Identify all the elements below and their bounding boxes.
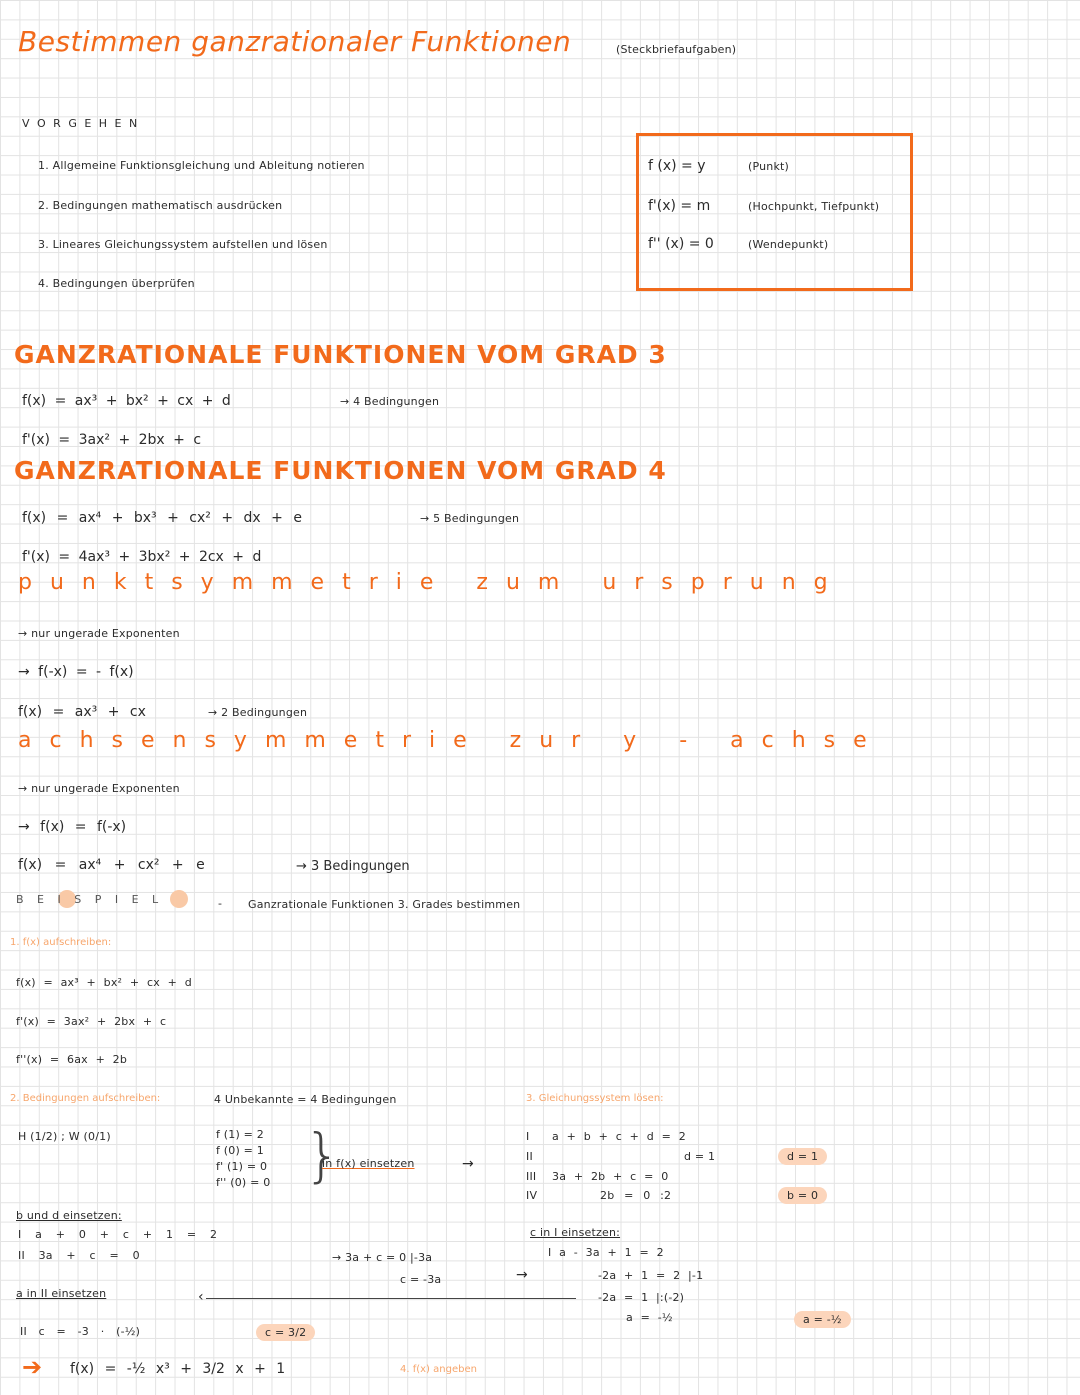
system-row-3-num: III bbox=[526, 1170, 537, 1183]
heading-grad-4: GANZRATIONALE FUNKTIONEN VOM GRAD 4 bbox=[14, 456, 667, 485]
a-title: a in II einsetzen bbox=[16, 1287, 107, 1300]
condition-2: f (0) = 1 bbox=[216, 1144, 264, 1157]
grad3-fprime: f'(x) = 3ax² + 2bx + c bbox=[22, 432, 202, 448]
heading-achsensymmetrie: achsensymmetrie zur y - achse bbox=[18, 728, 885, 753]
system-row-2-eq: d = 1 bbox=[684, 1150, 716, 1163]
system-row-4-num: IV bbox=[526, 1189, 538, 1202]
step-3-title: 3. Gleichungssystem lösen: bbox=[526, 1093, 664, 1104]
arrow-to-c: → bbox=[516, 1267, 528, 1283]
back-arrow-line bbox=[206, 1298, 576, 1299]
achsensym-line-2: → f(x) = f(-x) bbox=[18, 819, 127, 835]
box-eq-2: f'(x) = m bbox=[648, 198, 711, 214]
result-b-badge: b = 0 bbox=[778, 1187, 827, 1204]
achsensym-line-1: → nur ungerade Exponenten bbox=[18, 782, 180, 795]
page-subtitle: (Steckbriefaufgaben) bbox=[616, 43, 737, 56]
insert-in-f: in f(x) einsetzen bbox=[322, 1157, 415, 1170]
grad3-f: f(x) = ax³ + bx² + cx + d bbox=[22, 393, 231, 409]
final-arrow-icon: ➔ bbox=[22, 1353, 43, 1381]
brace-right: } bbox=[304, 1121, 341, 1189]
final-note: 4. f(x) angeben bbox=[400, 1364, 477, 1375]
punktsym-conditions: → 2 Bedingungen bbox=[208, 706, 308, 719]
bd-title: b und d einsetzen: bbox=[16, 1209, 122, 1222]
beispiel-f2: f''(x) = 6ax + 2b bbox=[16, 1053, 128, 1066]
result-d-badge: d = 1 bbox=[778, 1148, 827, 1165]
system-row-4-eq: 2b = 0 :2 bbox=[600, 1189, 672, 1202]
box-eq-1: f (x) = y bbox=[648, 158, 706, 174]
beispiel-dot-icon bbox=[170, 890, 188, 908]
grad4-conditions: → 5 Bedingungen bbox=[420, 512, 520, 525]
final-function: f(x) = -½ x³ + 3/2 x + 1 bbox=[70, 1361, 286, 1377]
step-2-title: 2. Bedingungen aufschreiben: bbox=[10, 1093, 161, 1104]
system-row-3-eq: 3a + 2b + c = 0 bbox=[552, 1170, 669, 1183]
arrow-right: → bbox=[462, 1156, 474, 1172]
grad3-conditions: → 4 Bedingungen bbox=[340, 395, 440, 408]
step-2-note: 4 Unbekannte = 4 Bedingungen bbox=[214, 1093, 397, 1106]
condition-4: f'' (0) = 0 bbox=[216, 1176, 271, 1189]
beispiel-dash: - bbox=[218, 897, 223, 910]
bd-line-II: II 3a + c = 0 bbox=[18, 1249, 140, 1262]
result-c-badge: c = 3/2 bbox=[256, 1324, 315, 1341]
beispiel-f1: f'(x) = 3ax² + 2bx + c bbox=[16, 1015, 167, 1028]
system-row-1-num: I bbox=[526, 1130, 530, 1143]
page-title: Bestimmen ganzrationaler Funktionen bbox=[18, 25, 572, 58]
result-a-badge: a = -½ bbox=[794, 1311, 851, 1328]
given-points: H (1/2) ; W (0/1) bbox=[18, 1130, 111, 1143]
beispiel-f: f(x) = ax³ + bx² + cx + d bbox=[16, 976, 192, 989]
vorgehen-step-3: 3. Lineares Gleichungssystem aufstellen und lösen bbox=[38, 238, 328, 251]
condition-1: f (1) = 2 bbox=[216, 1128, 264, 1141]
grad4-fprime: f'(x) = 4ax³ + 3bx² + 2cx + d bbox=[22, 549, 262, 565]
achsensym-line-3: f(x) = ax⁴ + cx² + e bbox=[18, 857, 205, 873]
bd-line-II-result: → 3a + c = 0 |-3a bbox=[332, 1251, 433, 1264]
box-eq-3: f'' (x) = 0 bbox=[648, 236, 714, 252]
box-note-1: (Punkt) bbox=[748, 160, 790, 173]
c-line-2: -2a + 1 = 2 |-1 bbox=[598, 1269, 704, 1282]
punktsym-line-3: f(x) = ax³ + cx bbox=[18, 704, 146, 720]
system-row-1-eq: a + b + c + d = 2 bbox=[552, 1130, 686, 1143]
heading-punktsymmetrie: punktsymmetrie zum ursprung bbox=[18, 570, 846, 595]
c-line-1: I a - 3a + 1 = 2 bbox=[548, 1246, 664, 1259]
bd-c: c = -3a bbox=[400, 1273, 442, 1286]
c-title: c in I einsetzen: bbox=[530, 1226, 621, 1239]
system-row-2-num: II bbox=[526, 1150, 533, 1163]
c-line-4: a = -½ bbox=[626, 1311, 673, 1324]
vorgehen-step-2: 2. Bedingungen mathematisch ausdrücken bbox=[38, 199, 283, 212]
beispiel-title: Ganzrationale Funktionen 3. Grades bestimmen bbox=[248, 898, 521, 911]
achsensym-conditions: → 3 Bedingungen bbox=[296, 859, 410, 874]
beispiel-label: B E I S P I E L bbox=[16, 893, 164, 906]
vorgehen-label: V O R G E H E N bbox=[22, 117, 140, 130]
box-note-3: (Wendepunkt) bbox=[748, 238, 829, 251]
step-1-title: 1. f(x) aufschreiben: bbox=[10, 937, 112, 948]
punktsym-line-1: → nur ungerade Exponenten bbox=[18, 627, 180, 640]
c-line-3: -2a = 1 |:(-2) bbox=[598, 1291, 685, 1304]
heading-grad-3: GANZRATIONALE FUNKTIONEN VOM GRAD 3 bbox=[14, 340, 667, 369]
grad4-f: f(x) = ax⁴ + bx³ + cx² + dx + e bbox=[22, 510, 302, 526]
beispiel-label-wrap bbox=[16, 892, 163, 906]
condition-3: f' (1) = 0 bbox=[216, 1160, 268, 1173]
punktsym-line-2: → f(-x) = - f(x) bbox=[18, 664, 134, 680]
vorgehen-step-4: 4. Bedingungen überprüfen bbox=[38, 277, 195, 290]
back-arrow-head: ‹ bbox=[198, 1289, 204, 1305]
vorgehen-step-1: 1. Allgemeine Funktionsgleichung und Ableitung notieren bbox=[38, 159, 365, 172]
bd-line-I: I a + 0 + c + 1 = 2 bbox=[18, 1228, 218, 1241]
a-line: II c = -3 · (-½) bbox=[20, 1325, 141, 1338]
box-note-2: (Hochpunkt, Tiefpunkt) bbox=[748, 200, 880, 213]
